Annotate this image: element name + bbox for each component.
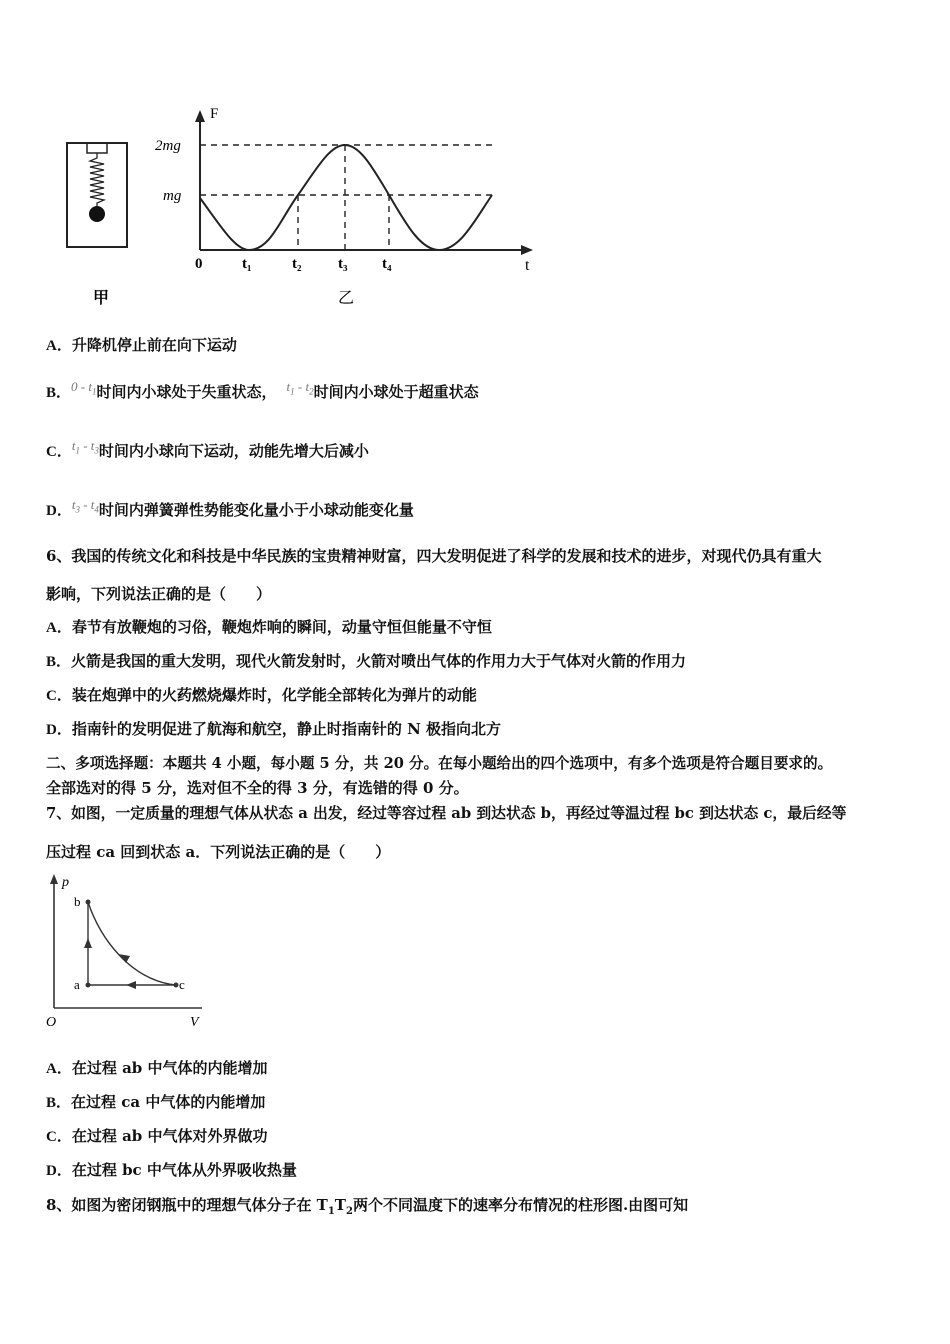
q5-option-a: A．升降机停止前在向下运动 (46, 336, 237, 354)
x-tick-t4: t₄ (382, 256, 392, 272)
pv-point-c: c (179, 977, 185, 992)
y-tick-mg: mg (163, 188, 182, 204)
q7-option-a: A．在过程 ab 中气体的内能增加 (46, 1059, 268, 1077)
figure-spring-force-graph (55, 100, 555, 315)
figure-pv-diagram (40, 868, 215, 1038)
q8-stem: 8、如图为密闭钢瓶中的理想气体分子在 $T_1T_2$两个不同温度下的速率分布情况的柱形图.由图可知 (46, 1196, 689, 1217)
q6-option-c: C．装在炮弹中的火药燃烧爆炸时，化学能全部转化为弹片的动能 (46, 686, 477, 704)
q7-option-d: D．在过程 bc 中气体从外界吸收热量 (46, 1161, 297, 1179)
q7-stem-line1: 7、如图，一定质量的理想气体从状态 a 出发，经过等容过程 ab 到达状态 b，再经过等温过程 bc 到达状态 c，最后经等 (46, 805, 847, 822)
figure-label-jia: 甲 (93, 290, 110, 307)
x-tick-0: 0 (195, 256, 203, 272)
pv-axis-v: V (190, 1015, 199, 1030)
q7-option-c: C．在过程 ab 中气体对外界做功 (46, 1127, 268, 1145)
q6-option-d: D．指南针的发明促进了航海和航空，静止时指南针的 N 极指向北方 (46, 720, 502, 738)
x-axis-label: t (525, 257, 530, 274)
q7-option-b: B．在过程 ca 中气体的内能增加 (46, 1093, 266, 1111)
x-tick-t2: t₂ (292, 256, 302, 272)
q6-option-b: B．火箭是我国的重大发明，现代火箭发射时，火箭对喷出气体的作用力大于气体对火箭的作用力 (46, 652, 687, 670)
pv-origin: O (46, 1015, 57, 1030)
pv-point-a: a (74, 977, 80, 992)
q5-option-b: B．$0 - t_1$时间内小球处于失重状态， $t_1 - t_2$时间内小球处于超重状态 (46, 379, 479, 401)
y-axis-label: F (210, 106, 219, 122)
section2-heading-line2: 全部选对的得 5 分，选对但不全的得 3 分，有选错的得 0 分。 (46, 779, 469, 797)
q6-option-a: A．春节有放鞭炮的习俗，鞭炮炸响的瞬间，动量守恒但能量不守恒 (46, 618, 492, 636)
force-curve (200, 145, 492, 250)
q6-stem-line1: 6、我国的传统文化和科技是中华民族的宝贵精神财富，四大发明促进了科学的发展和技术的进步，对现代仍具有重大 (46, 547, 822, 565)
section2-heading-line1: 二、多项选择题：本题共 4 小题，每小题 5 分，共 20 分。在每小题给出的四个选项中，有多个选项是符合题目要求的。 (46, 755, 833, 772)
x-tick-t3: t₃ (338, 256, 348, 272)
q5-option-c: C．$t_1 - t_3$时间内小球向下运动，动能先增大后减小 (46, 438, 369, 460)
q6-stem-line2: 影响，下列说法正确的是（ ） (46, 585, 272, 603)
y-tick-2mg: 2mg (155, 138, 181, 154)
pv-point-b: b (74, 894, 81, 909)
graph-axes (195, 110, 533, 255)
x-tick-t1: t₁ (242, 256, 252, 272)
q5-option-d: D．$t_3 - t_4$时间内弹簧弹性势能变化量小于小球动能变化量 (46, 497, 414, 519)
figure-label-yi: 乙 (338, 290, 355, 307)
pv-axis-p: p (62, 875, 69, 890)
q7-stem-line2: 压过程 ca 回到状态 a．下列说法正确的是（ ） (46, 843, 391, 861)
spring-box-diagram (67, 143, 127, 247)
dashed-guides (200, 145, 495, 250)
